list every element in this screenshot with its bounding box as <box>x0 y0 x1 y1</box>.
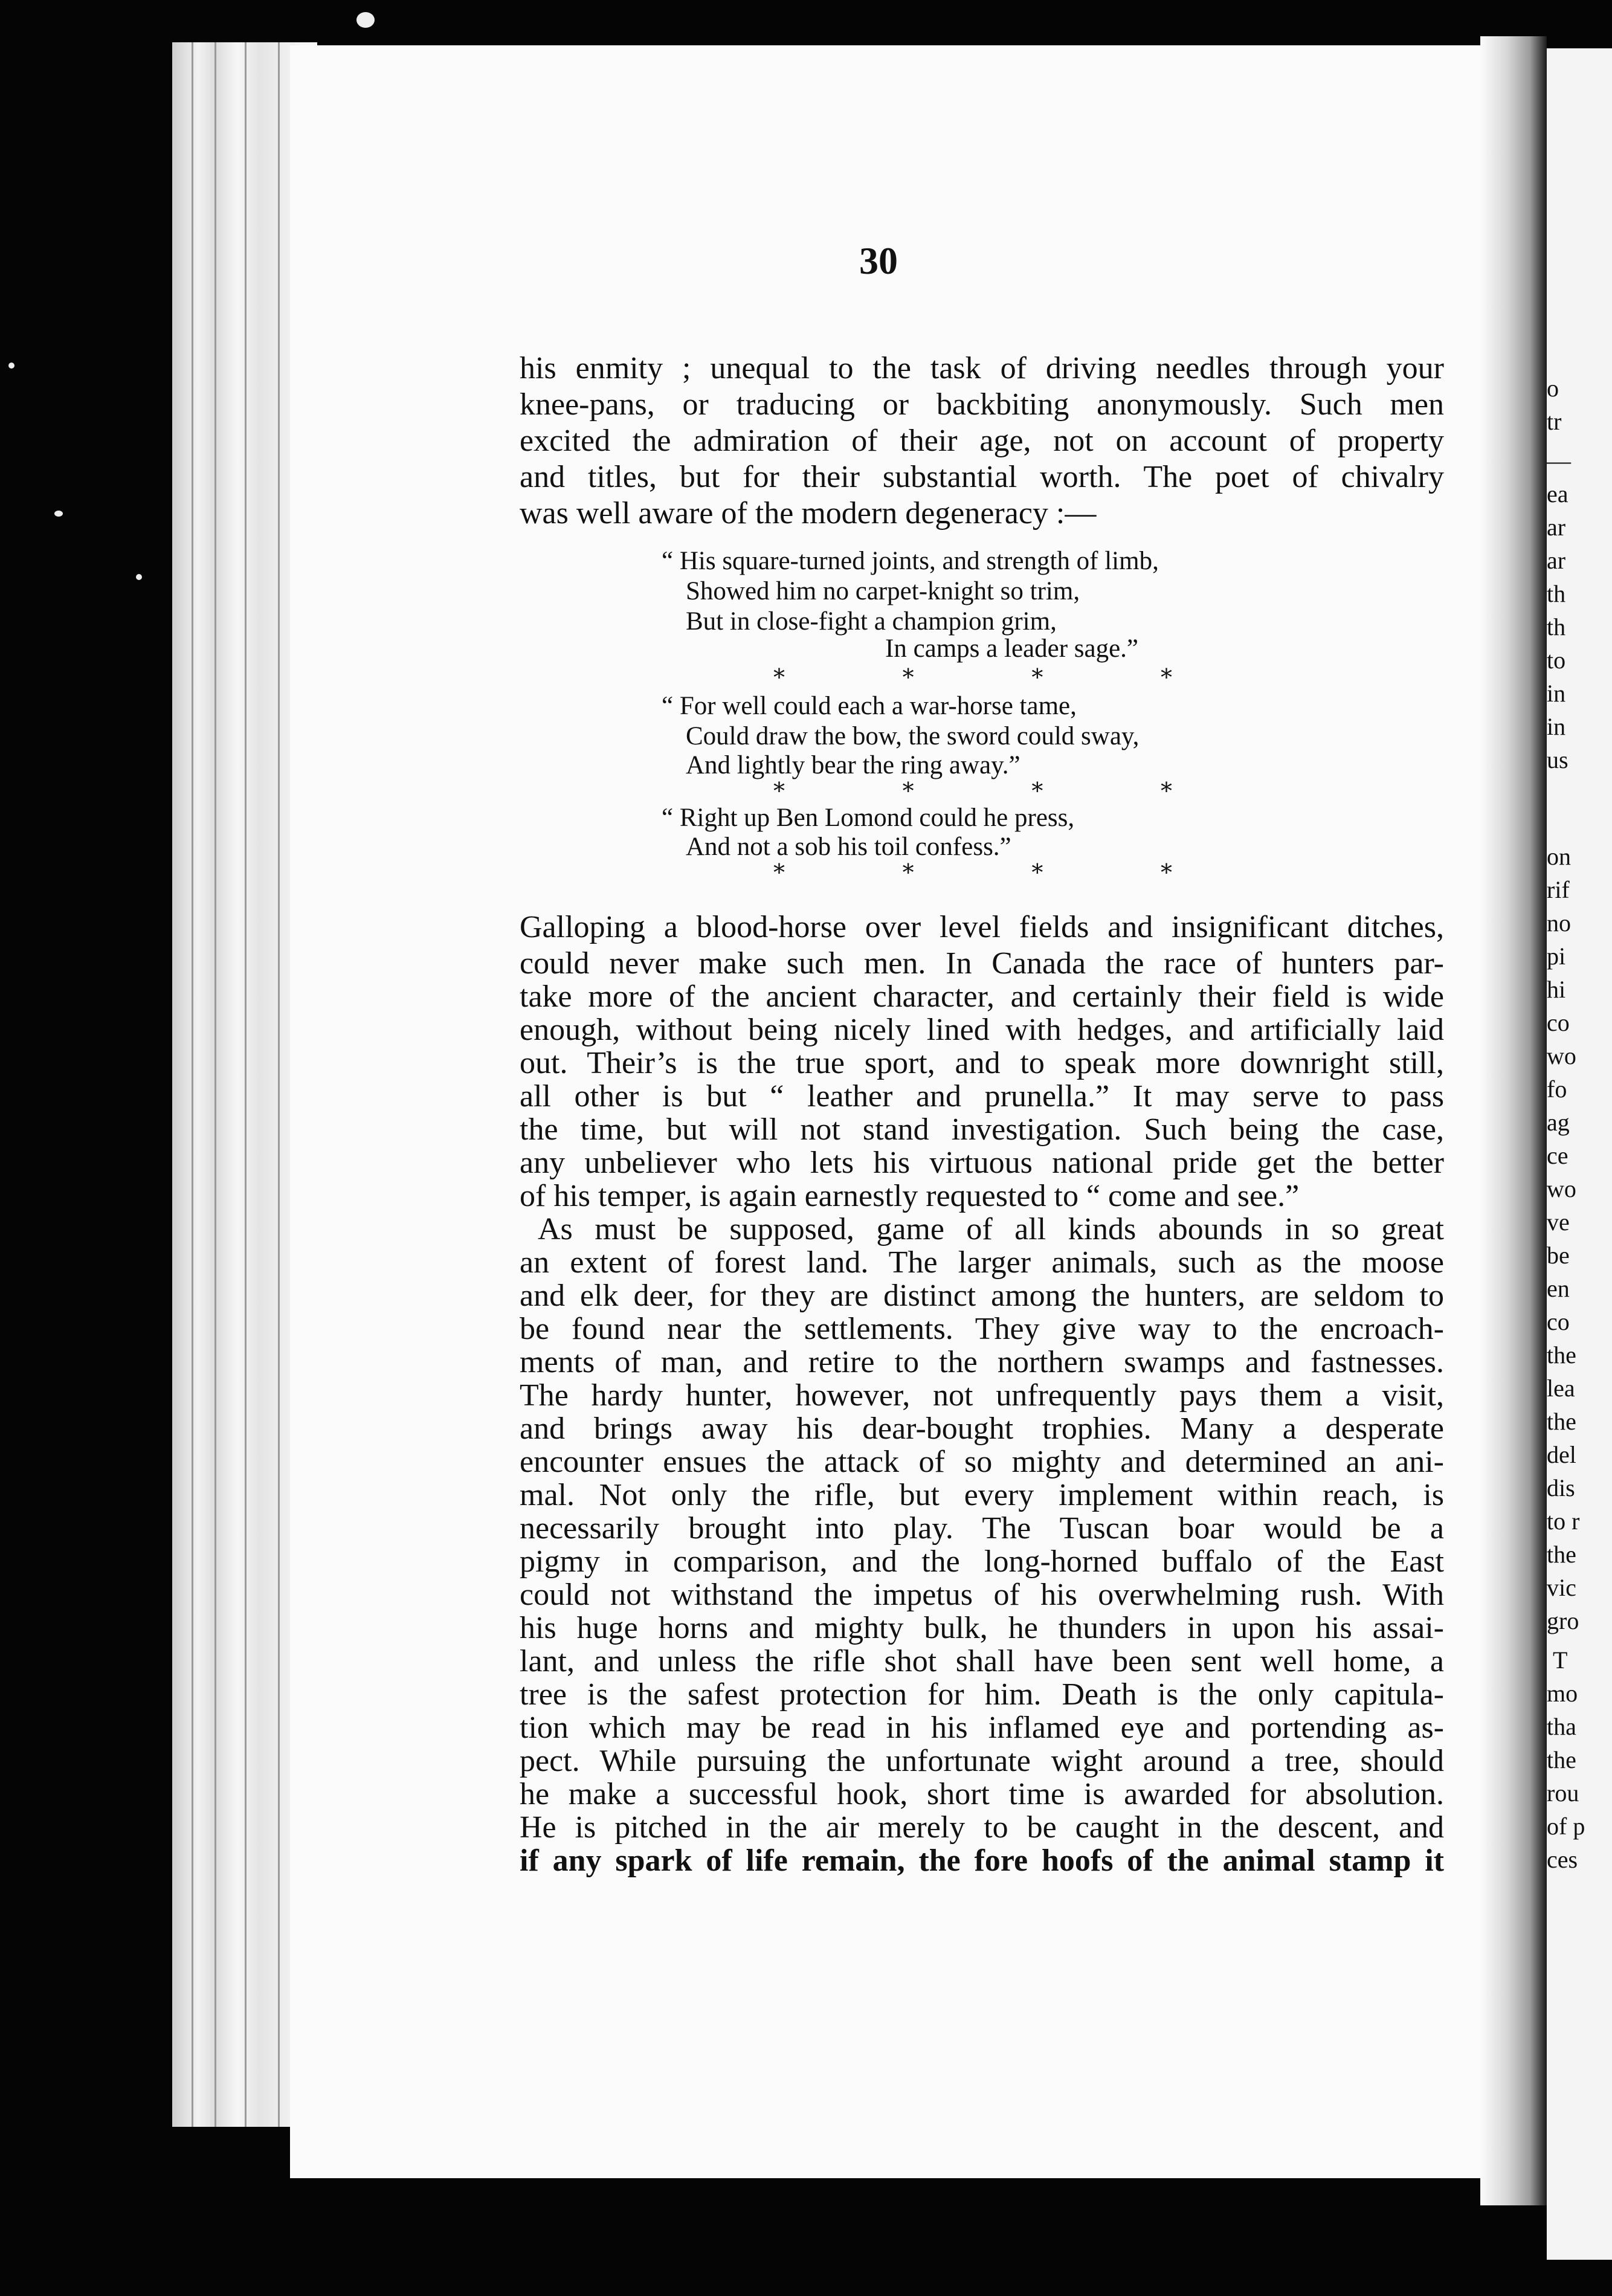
next-page-fragment: vic <box>1547 1574 1576 1601</box>
next-page-fragment: ces <box>1547 1846 1578 1873</box>
next-page-fragment: T <box>1553 1646 1568 1674</box>
text-line: of his temper, is again earnestly requested to “ come and see.” <box>520 1179 1300 1213</box>
ornament-stars <box>773 666 1172 689</box>
next-page-fragment: wo <box>1547 1175 1576 1202</box>
star-ornament: * <box>1031 859 1043 886</box>
next-page-fragment: co <box>1547 1308 1570 1335</box>
text-line: mal. Not only the rifle, but every implement within reach, is <box>520 1478 1444 1512</box>
next-page-fragment: ce <box>1547 1142 1568 1169</box>
verse-line: And not a sob his toil confess.” <box>686 833 1011 861</box>
text-line: knee-pans, or traducing or backbiting anonymously. Such men <box>520 387 1444 422</box>
next-page-fragment: in <box>1547 680 1566 707</box>
text-line: pect. While pursuing the unfortunate wight around a tree, should <box>520 1744 1444 1778</box>
text-line: and brings away his dear-bought trophies. Many a desperate <box>520 1411 1444 1446</box>
next-page-fragment: rou <box>1547 1779 1579 1807</box>
text-line: if any spark of life remain, the fore hoofs of the animal stamp it <box>520 1843 1444 1878</box>
next-page-fragment: rif <box>1547 876 1570 903</box>
verse-line: “ His square-turned joints, and strength of limb, <box>662 547 1159 575</box>
page-number: 30 <box>859 239 898 282</box>
next-page-fragment: fo <box>1547 1075 1567 1103</box>
star-ornament: * <box>773 664 785 691</box>
text-line: any unbeliever who lets his virtuous national pride get the better <box>520 1146 1444 1180</box>
next-page-edge <box>1547 48 1612 2260</box>
page-fold-line <box>192 42 193 2127</box>
next-page-fragment: to <box>1547 647 1566 674</box>
next-page-fragment: co <box>1547 1009 1570 1036</box>
next-page-fragment: del <box>1547 1441 1576 1468</box>
next-page-fragment: th <box>1547 613 1566 640</box>
star-ornament: * <box>902 778 914 804</box>
next-page-fragment: tr <box>1547 408 1562 435</box>
text-line: take more of the ancient character, and certainly their field is wide <box>520 979 1444 1014</box>
text-line: He is pitched in the air merely to be caught in the descent, and <box>520 1810 1444 1845</box>
text-line: lant, and unless the rifle shot shall have been sent well home, a <box>520 1644 1444 1678</box>
text-line: enough, without being nicely lined with hedges, and artificially laid <box>520 1013 1444 1047</box>
next-page-fragment: ag <box>1547 1109 1570 1136</box>
text-line: be found near the settlements. They give way to the encroach- <box>520 1312 1444 1346</box>
scan-speck <box>356 12 375 28</box>
next-page-fragment: the <box>1547 1408 1576 1435</box>
next-page-fragment: o <box>1547 375 1559 402</box>
page-fold-line <box>214 42 216 2127</box>
next-page-fragment: no <box>1547 909 1571 937</box>
text-line: and elk deer, for they are distinct among the hunters, are seldom to <box>520 1279 1444 1313</box>
next-page-fragment: lea <box>1547 1375 1575 1402</box>
next-page-fragment: th <box>1547 580 1566 607</box>
next-page-fragment: ea <box>1547 480 1568 508</box>
next-page-fragment: en <box>1547 1275 1570 1302</box>
ornament-stars <box>773 861 1172 884</box>
text-line: Galloping a blood-horse over level fields and insignificant ditches, <box>520 910 1444 944</box>
next-page-fragment: — <box>1547 447 1571 474</box>
text-line: out. Their’s is the true sport, and to speak more downright still, <box>520 1046 1444 1080</box>
text-line: could not withstand the impetus of his overwhelming rush. With <box>520 1578 1444 1612</box>
text-line: The hardy hunter, however, not unfrequently pays them a visit, <box>520 1378 1444 1413</box>
verse-line: In camps a leader sage.” <box>885 634 1139 663</box>
page-fold-line <box>245 42 247 2127</box>
next-page-fragment: us <box>1547 746 1568 773</box>
next-page-fragment: the <box>1547 1541 1576 1568</box>
next-page-fragment: the <box>1547 1746 1576 1773</box>
star-ornament: * <box>1031 778 1043 804</box>
scan-speck <box>136 574 142 580</box>
text-line: tion which may be read in his inflamed eye and portending as- <box>520 1711 1444 1745</box>
next-page-fragment: ve <box>1547 1208 1570 1236</box>
text-line: and titles, but for their substantial worth. The poet of chivalry <box>520 460 1444 494</box>
page-gutter-shadow <box>1480 36 1547 2205</box>
text-line: his enmity ; unequal to the task of driving needles through your <box>520 351 1444 385</box>
scan-speck <box>8 363 15 369</box>
ornament-stars <box>773 779 1172 802</box>
next-page-fragment: tha <box>1547 1713 1576 1740</box>
next-page-fragment: on <box>1547 843 1571 870</box>
star-ornament: * <box>773 859 785 886</box>
next-page-fragment: ar <box>1547 514 1566 541</box>
verse-line: Could draw the bow, the sword could sway, <box>686 722 1140 750</box>
next-page-fragment: mo <box>1547 1680 1578 1707</box>
next-page-fragment: of p <box>1547 1813 1585 1840</box>
star-ornament: * <box>773 778 785 804</box>
scan-speck <box>54 511 63 517</box>
verse-line: And lightly bear the ring away.” <box>686 751 1020 779</box>
next-page-fragment: to r <box>1547 1508 1580 1535</box>
verse-line: Showed him no carpet-knight so trim, <box>686 577 1080 605</box>
verse-line: But in close-fight a champion grim, <box>686 607 1057 636</box>
text-line: could never make such men. In Canada the race of hunters par- <box>520 946 1444 981</box>
star-ornament: * <box>1160 859 1172 886</box>
star-ornament: * <box>902 859 914 886</box>
verse-line: “ For well could each a war-horse tame, <box>662 692 1077 720</box>
text-line: his huge horns and mighty bulk, he thunders in upon his assai- <box>520 1611 1444 1645</box>
next-page-fragment: pi <box>1547 943 1566 970</box>
next-page-fragment: wo <box>1547 1042 1576 1069</box>
page-fold-line <box>278 42 280 2127</box>
text-line: excited the admiration of their age, not on account of property <box>520 424 1444 458</box>
text-line: the time, but will not stand investigation. Such being the case, <box>520 1112 1444 1147</box>
text-line: necessarily brought into play. The Tuscan boar would be a <box>520 1511 1444 1546</box>
next-page-fragment: in <box>1547 713 1566 740</box>
text-line: was well aware of the modern degeneracy :— <box>520 496 1097 530</box>
text-line: pigmy in comparison, and the long-horned buffalo of the East <box>520 1544 1444 1579</box>
next-page-fragment: be <box>1547 1242 1570 1269</box>
text-line: encounter ensues the attack of so mighty and determined an ani- <box>520 1445 1444 1479</box>
next-page-fragment: gro <box>1547 1607 1579 1634</box>
star-ornament: * <box>1160 664 1172 691</box>
next-page-fragment: the <box>1547 1341 1576 1369</box>
text-line: all other is but “ leather and prunella.” It may serve to pass <box>520 1079 1444 1114</box>
text-line: ments of man, and retire to the northern swamps and fastnesses. <box>520 1345 1444 1379</box>
star-ornament: * <box>1031 664 1043 691</box>
text-line: As must be supposed, game of all kinds abounds in so great <box>538 1212 1444 1246</box>
star-ornament: * <box>1160 778 1172 804</box>
text-line: an extent of forest land. The larger animals, such as the moose <box>520 1245 1444 1280</box>
next-page-fragment: ar <box>1547 547 1566 574</box>
text-line: tree is the safest protection for him. Death is the only capitula- <box>520 1677 1444 1712</box>
next-page-fragment: dis <box>1547 1474 1575 1501</box>
verse-line: “ Right up Ben Lomond could he press, <box>662 804 1075 832</box>
next-page-fragment: hi <box>1547 976 1566 1003</box>
star-ornament: * <box>902 664 914 691</box>
text-line: he make a successful hook, short time is awarded for absolution. <box>520 1777 1444 1811</box>
